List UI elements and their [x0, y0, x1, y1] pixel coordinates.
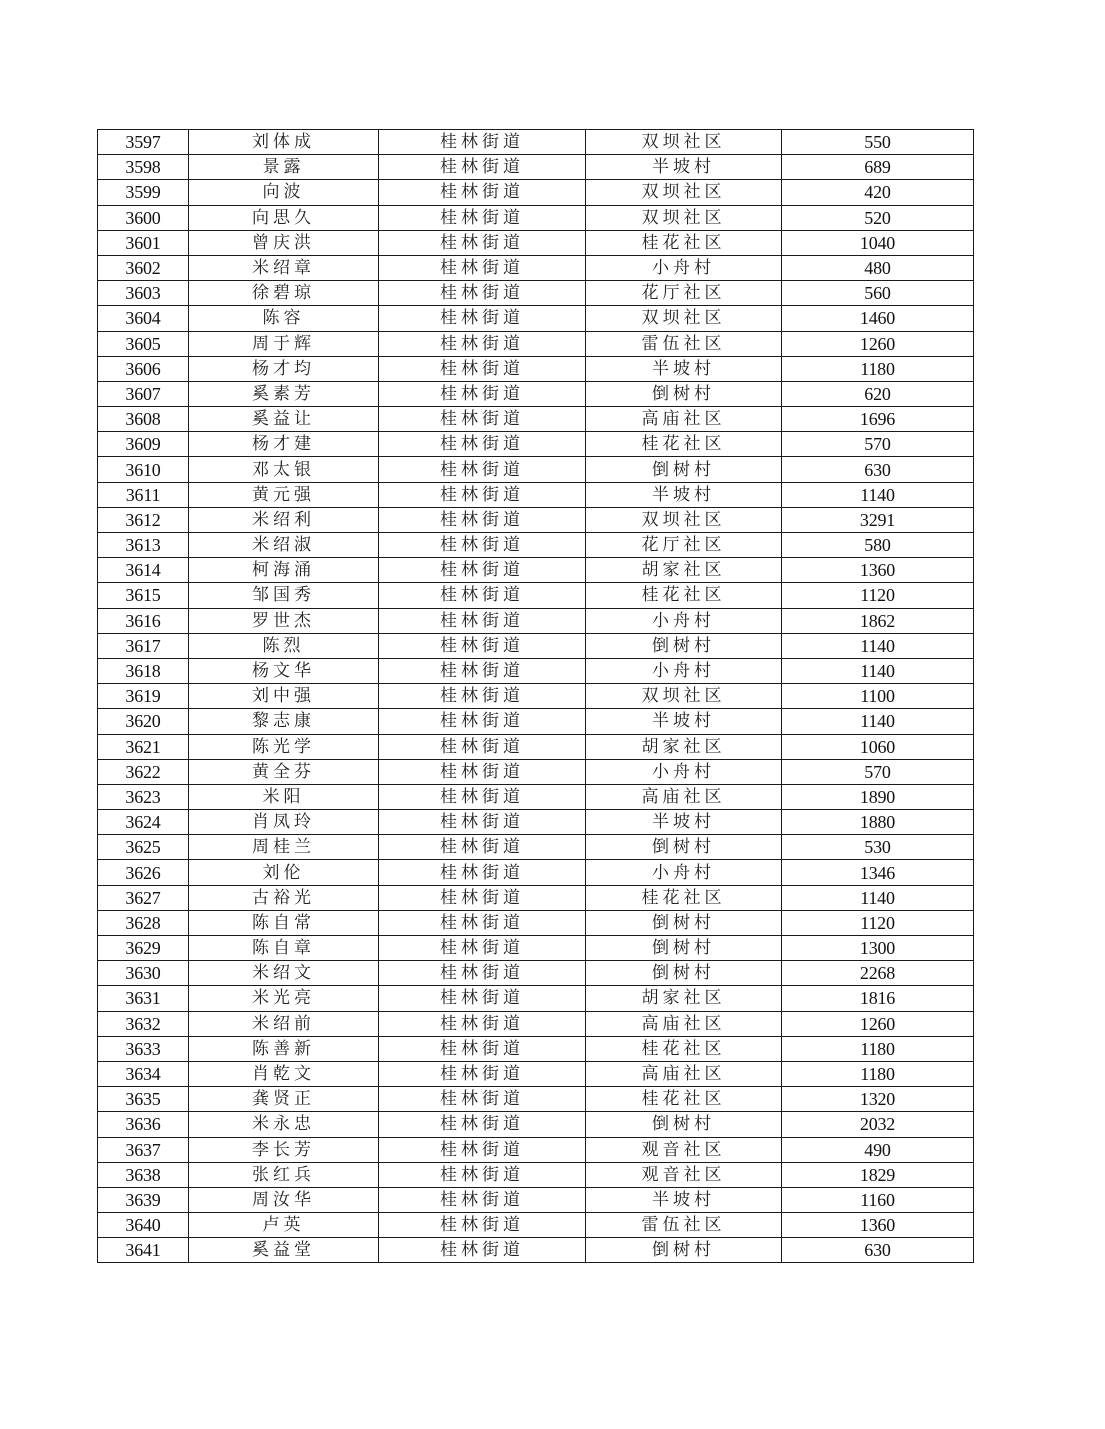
name-cell: 龚贤正	[189, 1087, 379, 1112]
table-row	[98, 1238, 974, 1263]
table-row	[98, 205, 974, 230]
name-cell: 奚益堂	[189, 1238, 379, 1263]
name-cell: 周汝华	[189, 1187, 379, 1212]
serial-number-cell: 3637	[98, 1137, 189, 1162]
table-row	[98, 482, 974, 507]
name-cell: 柯海涌	[189, 558, 379, 583]
serial-number-cell: 3598	[98, 155, 189, 180]
serial-number-cell: 3631	[98, 986, 189, 1011]
table-row	[98, 155, 974, 180]
name-cell: 李长芳	[189, 1137, 379, 1162]
street-cell: 桂林街道	[379, 936, 586, 961]
table-row	[98, 1061, 974, 1086]
table-row	[98, 432, 974, 457]
name-cell: 米永忠	[189, 1112, 379, 1137]
amount-cell: 1360	[782, 558, 974, 583]
amount-cell: 490	[782, 1137, 974, 1162]
table-row	[98, 608, 974, 633]
name-cell: 奚素芳	[189, 381, 379, 406]
street-cell: 桂林街道	[379, 885, 586, 910]
community-cell: 桂花社区	[586, 1036, 782, 1061]
community-cell: 双坝社区	[586, 306, 782, 331]
community-cell: 半坡村	[586, 356, 782, 381]
serial-number-cell: 3619	[98, 684, 189, 709]
table-row	[98, 306, 974, 331]
amount-cell: 530	[782, 835, 974, 860]
community-cell: 双坝社区	[586, 205, 782, 230]
street-cell: 桂林街道	[379, 684, 586, 709]
name-cell: 景露	[189, 155, 379, 180]
name-cell: 肖凤玲	[189, 810, 379, 835]
amount-cell: 2032	[782, 1112, 974, 1137]
community-cell: 桂花社区	[586, 583, 782, 608]
name-cell: 罗世杰	[189, 608, 379, 633]
amount-cell: 1260	[782, 1011, 974, 1036]
amount-cell: 1060	[782, 734, 974, 759]
street-cell: 桂林街道	[379, 306, 586, 331]
street-cell: 桂林街道	[379, 180, 586, 205]
amount-cell: 480	[782, 255, 974, 280]
street-cell: 桂林街道	[379, 759, 586, 784]
name-cell: 杨才均	[189, 356, 379, 381]
street-cell: 桂林街道	[379, 734, 586, 759]
table-row	[98, 1162, 974, 1187]
street-cell: 桂林街道	[379, 205, 586, 230]
street-cell: 桂林街道	[379, 1036, 586, 1061]
table-row	[98, 1137, 974, 1162]
name-cell: 周于辉	[189, 331, 379, 356]
serial-number-cell: 3612	[98, 507, 189, 532]
name-cell: 陈自章	[189, 936, 379, 961]
serial-number-cell: 3640	[98, 1213, 189, 1238]
name-cell: 刘体成	[189, 130, 379, 155]
amount-cell: 1160	[782, 1187, 974, 1212]
name-cell: 张红兵	[189, 1162, 379, 1187]
amount-cell: 620	[782, 381, 974, 406]
street-cell: 桂林街道	[379, 407, 586, 432]
amount-cell: 570	[782, 432, 974, 457]
amount-cell: 1140	[782, 709, 974, 734]
name-cell: 陈自常	[189, 910, 379, 935]
amount-cell: 1320	[782, 1087, 974, 1112]
amount-cell: 1180	[782, 1061, 974, 1086]
table-row	[98, 759, 974, 784]
serial-number-cell: 3625	[98, 835, 189, 860]
table-row	[98, 255, 974, 280]
serial-number-cell: 3632	[98, 1011, 189, 1036]
community-cell: 花厅社区	[586, 533, 782, 558]
table-row	[98, 784, 974, 809]
serial-number-cell: 3601	[98, 230, 189, 255]
street-cell: 桂林街道	[379, 1011, 586, 1036]
table-row	[98, 407, 974, 432]
table-row	[98, 910, 974, 935]
name-cell: 古裕光	[189, 885, 379, 910]
serial-number-cell: 3635	[98, 1087, 189, 1112]
street-cell: 桂林街道	[379, 533, 586, 558]
street-cell: 桂林街道	[379, 155, 586, 180]
amount-cell: 1346	[782, 860, 974, 885]
serial-number-cell: 3614	[98, 558, 189, 583]
name-cell: 周桂兰	[189, 835, 379, 860]
name-cell: 米光亮	[189, 986, 379, 1011]
table-row	[98, 533, 974, 558]
community-cell: 双坝社区	[586, 507, 782, 532]
amount-cell: 1140	[782, 658, 974, 683]
serial-number-cell: 3618	[98, 658, 189, 683]
serial-number-cell: 3600	[98, 205, 189, 230]
street-cell: 桂林街道	[379, 1238, 586, 1263]
table-row	[98, 1087, 974, 1112]
table-row	[98, 986, 974, 1011]
community-cell: 半坡村	[586, 482, 782, 507]
community-cell: 高庙社区	[586, 784, 782, 809]
community-cell: 桂花社区	[586, 432, 782, 457]
name-cell: 米阳	[189, 784, 379, 809]
table-row	[98, 381, 974, 406]
table-row	[98, 860, 974, 885]
street-cell: 桂林街道	[379, 1112, 586, 1137]
street-cell: 桂林街道	[379, 784, 586, 809]
serial-number-cell: 3616	[98, 608, 189, 633]
name-cell: 徐碧琼	[189, 281, 379, 306]
serial-number-cell: 3607	[98, 381, 189, 406]
name-cell: 米绍淑	[189, 533, 379, 558]
amount-cell: 420	[782, 180, 974, 205]
street-cell: 桂林街道	[379, 507, 586, 532]
table-row	[98, 684, 974, 709]
amount-cell: 1180	[782, 1036, 974, 1061]
serial-number-cell: 3597	[98, 130, 189, 155]
community-cell: 小舟村	[586, 759, 782, 784]
serial-number-cell: 3630	[98, 961, 189, 986]
community-cell: 双坝社区	[586, 130, 782, 155]
amount-cell: 1100	[782, 684, 974, 709]
name-cell: 肖乾文	[189, 1061, 379, 1086]
serial-number-cell: 3615	[98, 583, 189, 608]
community-cell: 桂花社区	[586, 230, 782, 255]
serial-number-cell: 3613	[98, 533, 189, 558]
table-row	[98, 633, 974, 658]
community-cell: 小舟村	[586, 658, 782, 683]
street-cell: 桂林街道	[379, 910, 586, 935]
table-row	[98, 810, 974, 835]
amount-cell: 1140	[782, 633, 974, 658]
table-row	[98, 885, 974, 910]
serial-number-cell: 3634	[98, 1061, 189, 1086]
community-cell: 花厅社区	[586, 281, 782, 306]
serial-number-cell: 3599	[98, 180, 189, 205]
community-cell: 半坡村	[586, 155, 782, 180]
street-cell: 桂林街道	[379, 709, 586, 734]
name-cell: 曾庆洪	[189, 230, 379, 255]
name-cell: 黎志康	[189, 709, 379, 734]
street-cell: 桂林街道	[379, 835, 586, 860]
community-cell: 倒树村	[586, 633, 782, 658]
street-cell: 桂林街道	[379, 558, 586, 583]
table-row	[98, 180, 974, 205]
name-cell: 奚益让	[189, 407, 379, 432]
table-row	[98, 1036, 974, 1061]
street-cell: 桂林街道	[379, 961, 586, 986]
community-cell: 倒树村	[586, 1238, 782, 1263]
serial-number-cell: 3624	[98, 810, 189, 835]
community-cell: 小舟村	[586, 608, 782, 633]
street-cell: 桂林街道	[379, 1187, 586, 1212]
street-cell: 桂林街道	[379, 281, 586, 306]
community-cell: 双坝社区	[586, 684, 782, 709]
name-cell: 杨文华	[189, 658, 379, 683]
amount-cell: 1829	[782, 1162, 974, 1187]
community-cell: 胡家社区	[586, 558, 782, 583]
serial-number-cell: 3608	[98, 407, 189, 432]
amount-cell: 1862	[782, 608, 974, 633]
table-row	[98, 1213, 974, 1238]
community-cell: 半坡村	[586, 810, 782, 835]
table-row	[98, 356, 974, 381]
street-cell: 桂林街道	[379, 482, 586, 507]
amount-cell: 1180	[782, 356, 974, 381]
street-cell: 桂林街道	[379, 457, 586, 482]
street-cell: 桂林街道	[379, 608, 586, 633]
community-cell: 半坡村	[586, 1187, 782, 1212]
name-cell: 黄元强	[189, 482, 379, 507]
table-row	[98, 230, 974, 255]
serial-number-cell: 3641	[98, 1238, 189, 1263]
amount-cell: 570	[782, 759, 974, 784]
serial-number-cell: 3636	[98, 1112, 189, 1137]
table-row	[98, 835, 974, 860]
community-cell: 观音社区	[586, 1162, 782, 1187]
table-row	[98, 130, 974, 155]
street-cell: 桂林街道	[379, 633, 586, 658]
community-cell: 桂花社区	[586, 1087, 782, 1112]
street-cell: 桂林街道	[379, 583, 586, 608]
serial-number-cell: 3606	[98, 356, 189, 381]
amount-cell: 560	[782, 281, 974, 306]
serial-number-cell: 3626	[98, 860, 189, 885]
serial-number-cell: 3617	[98, 633, 189, 658]
serial-number-cell: 3603	[98, 281, 189, 306]
table-row	[98, 961, 974, 986]
amount-cell: 2268	[782, 961, 974, 986]
amount-cell: 550	[782, 130, 974, 155]
street-cell: 桂林街道	[379, 130, 586, 155]
community-cell: 桂花社区	[586, 885, 782, 910]
community-cell: 小舟村	[586, 860, 782, 885]
amount-cell: 1300	[782, 936, 974, 961]
serial-number-cell: 3610	[98, 457, 189, 482]
amount-cell: 1460	[782, 306, 974, 331]
community-cell: 高庙社区	[586, 1061, 782, 1086]
community-cell: 观音社区	[586, 1137, 782, 1162]
amount-cell: 1360	[782, 1213, 974, 1238]
street-cell: 桂林街道	[379, 1213, 586, 1238]
name-cell: 卢英	[189, 1213, 379, 1238]
street-cell: 桂林街道	[379, 1162, 586, 1187]
street-cell: 桂林街道	[379, 230, 586, 255]
community-cell: 倒树村	[586, 835, 782, 860]
serial-number-cell: 3605	[98, 331, 189, 356]
community-cell: 倒树村	[586, 457, 782, 482]
roster-table	[97, 129, 974, 1263]
community-cell: 半坡村	[586, 709, 782, 734]
name-cell: 陈容	[189, 306, 379, 331]
amount-cell: 1140	[782, 482, 974, 507]
amount-cell: 1816	[782, 986, 974, 1011]
street-cell: 桂林街道	[379, 1061, 586, 1086]
community-cell: 雷伍社区	[586, 331, 782, 356]
name-cell: 米绍前	[189, 1011, 379, 1036]
serial-number-cell: 3604	[98, 306, 189, 331]
table-row	[98, 558, 974, 583]
table-row	[98, 734, 974, 759]
name-cell: 米绍章	[189, 255, 379, 280]
serial-number-cell: 3620	[98, 709, 189, 734]
table-row	[98, 583, 974, 608]
name-cell: 米绍文	[189, 961, 379, 986]
community-cell: 倒树村	[586, 961, 782, 986]
name-cell: 向思久	[189, 205, 379, 230]
serial-number-cell: 3611	[98, 482, 189, 507]
serial-number-cell: 3639	[98, 1187, 189, 1212]
name-cell: 米绍利	[189, 507, 379, 532]
amount-cell: 520	[782, 205, 974, 230]
name-cell: 向波	[189, 180, 379, 205]
name-cell: 邓太银	[189, 457, 379, 482]
table-row	[98, 281, 974, 306]
amount-cell: 689	[782, 155, 974, 180]
serial-number-cell: 3622	[98, 759, 189, 784]
name-cell: 陈光学	[189, 734, 379, 759]
serial-number-cell: 3628	[98, 910, 189, 935]
community-cell: 胡家社区	[586, 986, 782, 1011]
table-row	[98, 658, 974, 683]
amount-cell: 1696	[782, 407, 974, 432]
community-cell: 高庙社区	[586, 407, 782, 432]
community-cell: 雷伍社区	[586, 1213, 782, 1238]
amount-cell: 1260	[782, 331, 974, 356]
community-cell: 胡家社区	[586, 734, 782, 759]
amount-cell: 1140	[782, 885, 974, 910]
street-cell: 桂林街道	[379, 986, 586, 1011]
table-row	[98, 1187, 974, 1212]
community-cell: 倒树村	[586, 1112, 782, 1137]
street-cell: 桂林街道	[379, 810, 586, 835]
table-row	[98, 457, 974, 482]
serial-number-cell: 3629	[98, 936, 189, 961]
amount-cell: 1880	[782, 810, 974, 835]
street-cell: 桂林街道	[379, 860, 586, 885]
serial-number-cell: 3638	[98, 1162, 189, 1187]
community-cell: 倒树村	[586, 936, 782, 961]
serial-number-cell: 3623	[98, 784, 189, 809]
amount-cell: 1120	[782, 910, 974, 935]
amount-cell: 3291	[782, 507, 974, 532]
table-row	[98, 1112, 974, 1137]
amount-cell: 1120	[782, 583, 974, 608]
table-row	[98, 331, 974, 356]
community-cell: 倒树村	[586, 910, 782, 935]
street-cell: 桂林街道	[379, 658, 586, 683]
amount-cell: 580	[782, 533, 974, 558]
roster-table-body	[98, 130, 974, 1263]
serial-number-cell: 3627	[98, 885, 189, 910]
community-cell: 倒树村	[586, 381, 782, 406]
name-cell: 杨才建	[189, 432, 379, 457]
street-cell: 桂林街道	[379, 1087, 586, 1112]
amount-cell: 1890	[782, 784, 974, 809]
amount-cell: 630	[782, 1238, 974, 1263]
serial-number-cell: 3621	[98, 734, 189, 759]
community-cell: 高庙社区	[586, 1011, 782, 1036]
serial-number-cell: 3633	[98, 1036, 189, 1061]
street-cell: 桂林街道	[379, 255, 586, 280]
street-cell: 桂林街道	[379, 356, 586, 381]
name-cell: 刘中强	[189, 684, 379, 709]
community-cell: 双坝社区	[586, 180, 782, 205]
amount-cell: 1040	[782, 230, 974, 255]
serial-number-cell: 3602	[98, 255, 189, 280]
table-row	[98, 1011, 974, 1036]
street-cell: 桂林街道	[379, 432, 586, 457]
name-cell: 黄全芬	[189, 759, 379, 784]
name-cell: 刘伦	[189, 860, 379, 885]
name-cell: 陈烈	[189, 633, 379, 658]
name-cell: 陈善新	[189, 1036, 379, 1061]
serial-number-cell: 3609	[98, 432, 189, 457]
table-row	[98, 709, 974, 734]
amount-cell: 630	[782, 457, 974, 482]
street-cell: 桂林街道	[379, 1137, 586, 1162]
community-cell: 小舟村	[586, 255, 782, 280]
table-row	[98, 507, 974, 532]
street-cell: 桂林街道	[379, 331, 586, 356]
name-cell: 邹国秀	[189, 583, 379, 608]
table-row	[98, 936, 974, 961]
street-cell: 桂林街道	[379, 381, 586, 406]
